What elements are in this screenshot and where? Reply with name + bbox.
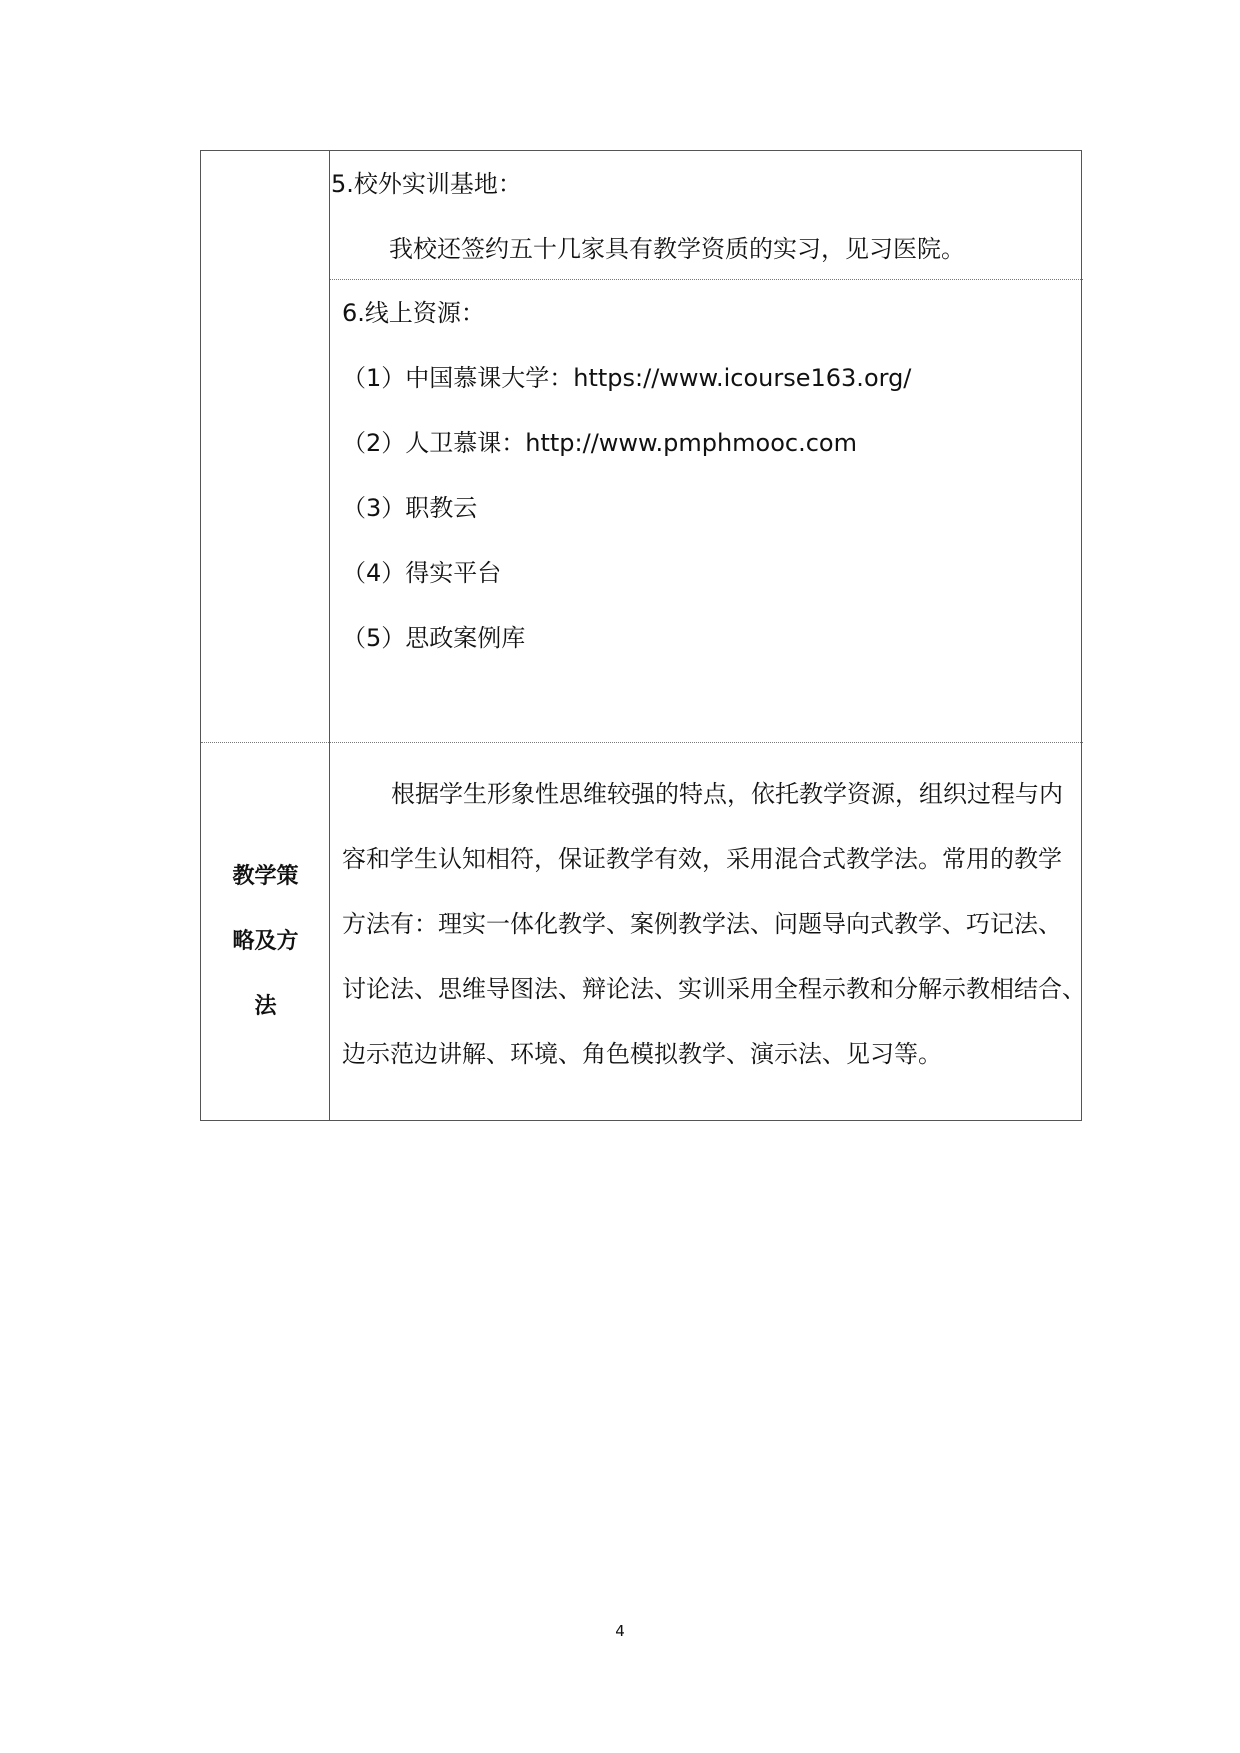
strategy-line: 方法有：理实一体化教学、案例教学法、问题导向式教学、巧记法、 <box>342 910 1062 938</box>
strategy-line: 讨论法、思维导图法、辩论法、实训采用全程示教和分解示教相结合、 <box>342 975 1086 1003</box>
resource-item: （3）职教云 <box>342 494 478 522</box>
strategy-line: 边示范边讲解、环境、角色模拟教学、演示法、见习等。 <box>342 1040 942 1068</box>
row-divider-5-6 <box>330 279 1083 280</box>
resource-item: （2）人卫慕课：http://www.pmphmooc.com <box>342 429 857 457</box>
table-label-column <box>201 151 330 1120</box>
strategy-line: 根据学生形象性思维较强的特点，依托教学资源，组织过程与内 <box>391 780 1063 808</box>
strategy-line: 容和学生认知相符，保证教学有效，采用混合式教学法。常用的教学 <box>342 845 1062 873</box>
strategy-label-line: 教学策 <box>232 864 299 889</box>
row-divider-6-strategy <box>201 742 1083 743</box>
section5-body: 我校还签约五十几家具有教学资质的实习，见习医院。 <box>389 235 965 263</box>
section5-title: 5.校外实训基地： <box>331 170 522 198</box>
section6-title: 6.线上资源： <box>342 299 485 327</box>
strategy-paragraph <box>342 762 1086 1087</box>
resource-item: （5）思政案例库 <box>342 624 526 652</box>
page-number: 4 <box>615 1622 625 1640</box>
strategy-label-line: 法 <box>254 994 277 1019</box>
resource-item: （1）中国慕课大学：https://www.icourse163.org/ <box>342 364 912 392</box>
content-table <box>200 150 1086 1121</box>
resource-item: （4）得实平台 <box>342 559 502 587</box>
strategy-label-line: 略及方 <box>232 929 299 954</box>
